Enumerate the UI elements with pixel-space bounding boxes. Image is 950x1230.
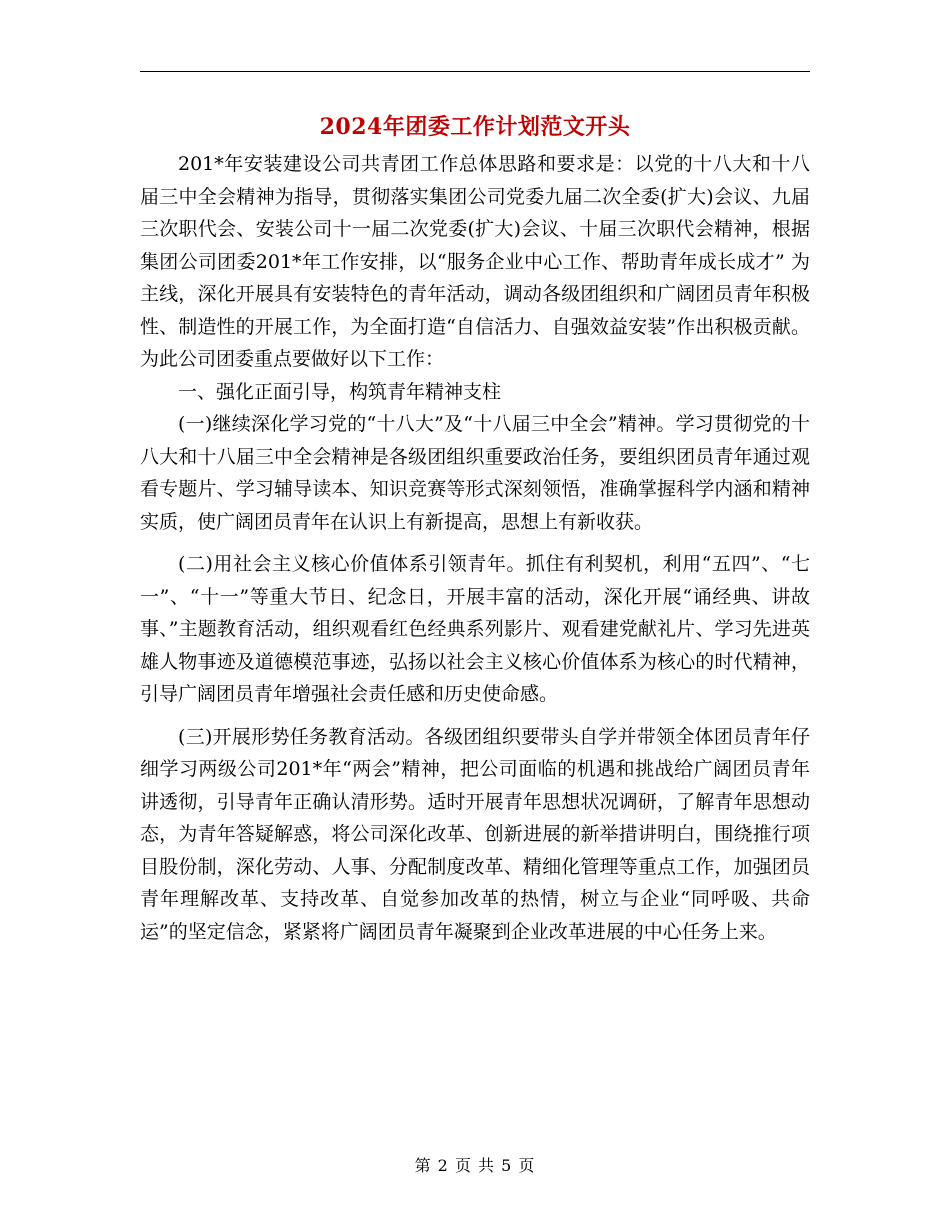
header-rule xyxy=(140,71,810,72)
document-title: 2024年团委工作计划范文开头 xyxy=(319,114,631,140)
subsection-2-paragraph: (二)用社会主义核心价值体系引领青年。抓住有利契机，利用“五四”、“七一”、“十一”等重大节日、纪念日，开展丰富的活动，深化开展“诵经典、讲故事、”主题教育活动，组织观看红色经典系列影片、观看建党献礼片、学习先进英雄人物事迹及道德模范事迹，弘扬以社会主义核心价值体系为核心的时代精神，引导广阔团员青年增强社会责任感和历史使命感。 xyxy=(140,553,810,705)
page-footer: 第 2 页 共 5 页 xyxy=(414,1156,536,1175)
document-body xyxy=(140,148,810,948)
section-heading-1: 一、强化正面引导，构筑青年精神支柱 xyxy=(178,380,502,403)
subsection-1-paragraph: (一)继续深化学习党的“十八大”及“十八届三中全会”精神。学习贯彻党的十八大和十八届三中全会精神是各级团组织重要政治任务，要组织团员青年通过观看专题片、学习辅导读本、知识竞赛等形式深刻领悟，准确掌握科学内涵和精神实质，使广阔团员青年在认识上有新提高，思想上有新收获。 xyxy=(140,413,810,533)
intro-paragraph: 201*年安装建设公司共青团工作总体思路和要求是：以党的十八大和十八届三中全会精神为指导，贯彻落实集团公司党委九届二次全委(扩大)会议、九届三次职代会、安装公司十一届二次党委(扩大)会议、十届三次职代会精神，根据集团公司团委201*年工作安排，以“服务企业中心工作、帮助青年成长成才” 为主线，深化开展具有安装特色的青年活动，调动各级团组织和广阔团员青年积极性、制造性的开展工作，为全面打造“自信活力、自强效益安装”作出积极贡献。为此公司团委重点要做好以下工作： xyxy=(140,153,810,370)
subsection-3-paragraph: (三)开展形势任务教育活动。各级团组织要带头自学并带领全体团员青年仔细学习两级公司201*年“两会”精神，把公司面临的机遇和挑战给广阔团员青年讲透彻，引导青年正确认清形势。适时开展青年思想状况调研，了解青年思想动态，为青年答疑解惑，将公司深化改革、创新进展的新举措讲明白，围绕推行项目股份制，深化劳动、人事、分配制度改革、精细化管理等重点工作，加强团员青年理解改革、支持改革、自觉参加改革的热情，树立与企业“同呼吸、共命运”的坚定信念，紧紧将广阔团员青年凝聚到企业改革进展的中心任务上来。 xyxy=(140,725,810,943)
